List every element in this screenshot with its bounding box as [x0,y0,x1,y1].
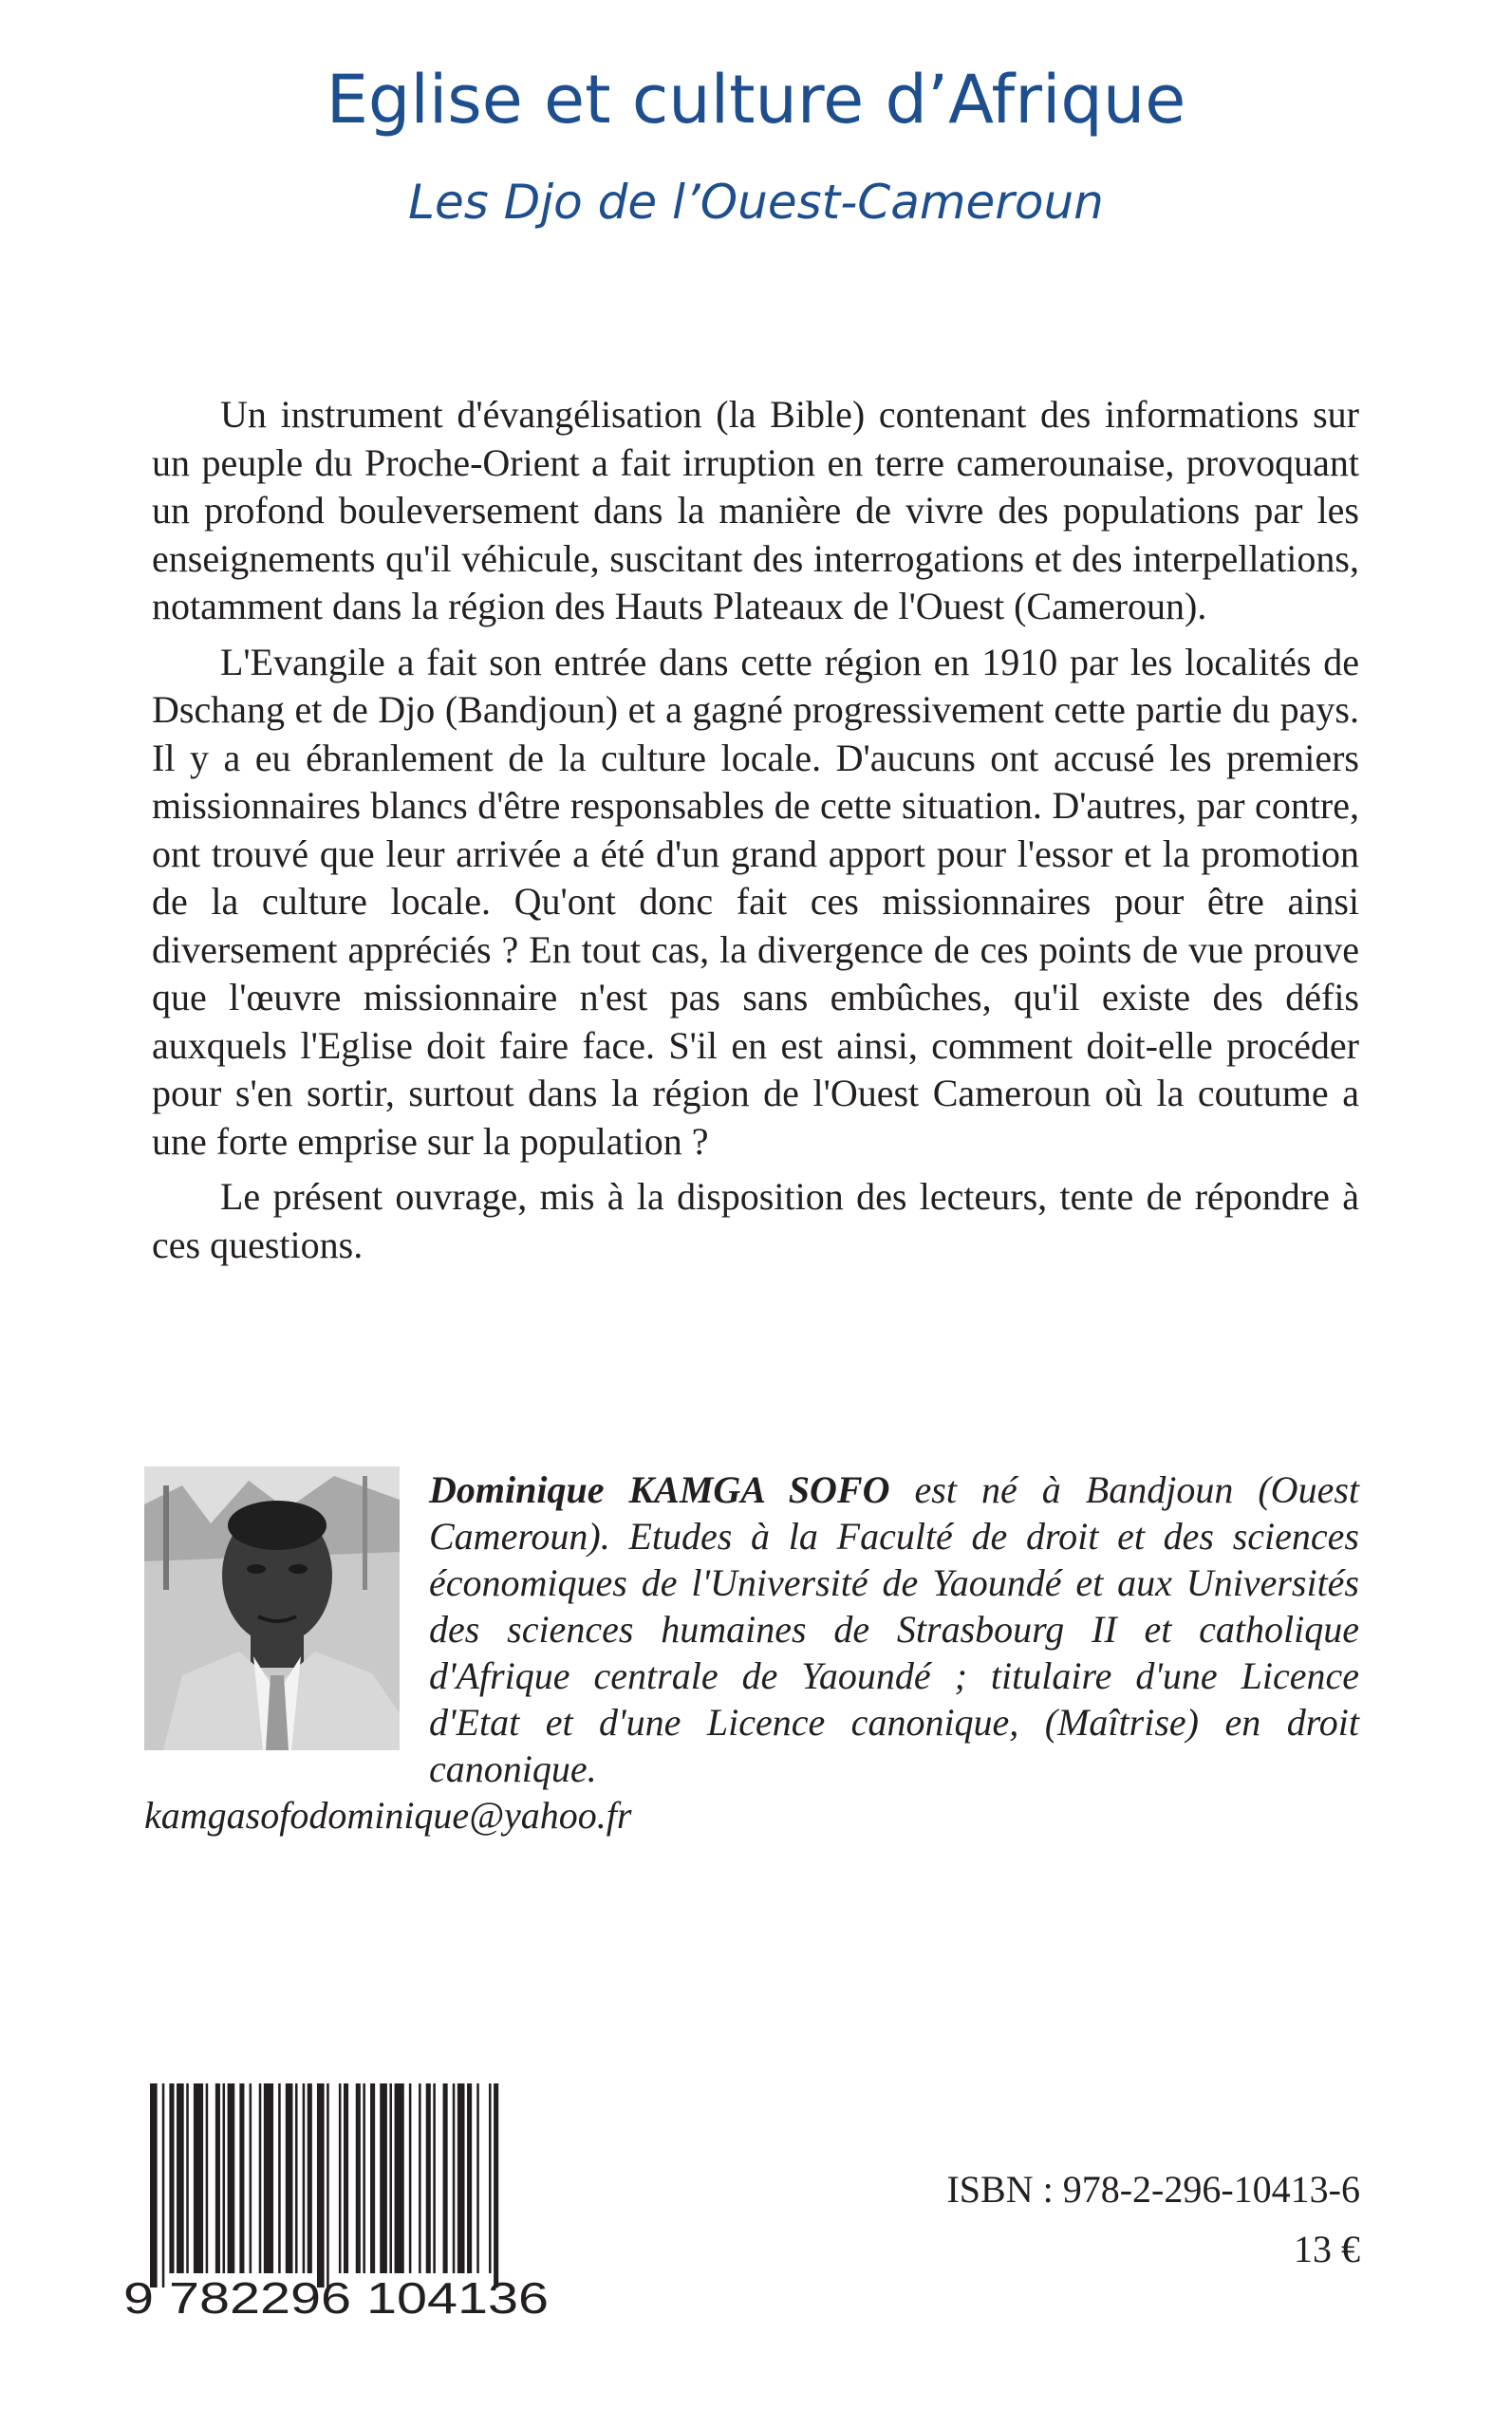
barcode-bar [259,2083,262,2273]
barcode-bar [295,2083,298,2273]
barcode-bar [169,2083,174,2273]
barcode-bar [308,2083,312,2273]
barcode-bar [327,2083,329,2288]
barcode-bar [433,2083,436,2273]
blurb-paragraph: Un instrument d'évangélisation (la Bible) contenant des informations sur un peuple du Proche-Orient a fait irruption en terre camerounaise, provoquant un profond bouleversement dans la manière de vivre des populations par les enseignements qu'il véhicule, suscitant des interrogations et des interpellations, notamment dans la région des Hauts Plateaux de l'Ouest (Cameroun). [152,393,1359,627]
barcode-icon [121,2083,553,2321]
blurb-paragraph: L'Evangile a fait son entrée dans cette région en 1910 par les localités de Dschang et de Djo (Bandjoun) et a gagné progressivement cette partie du pays. Il y a eu ébranlement de la culture locale. D'aucuns ont accusé les premiers missionnaires blancs d'être responsables de cette situation. D'autres, par contre, ont trouvé que leur arrivée a été d'un grand apport pour l'essor et la promotion de la culture locale. Qu'ont donc fait ces missionnaires pour être ainsi diversement appréciés ? En tout cas, la divergence de ces points de vue prouve que l'œuvre missionnaire n'est pas sans embûches, qu'il existe des défis auxquels l'Eglise doit faire face. S'il en est ainsi, comment doit-elle procéder pour s'en sortir, surtout dans la région de l'Ouest Cameroun où la coutume a une forte emprise sur la population ? [152,640,1359,1163]
author-email: kamgasofodominique@yahoo.fr [144,1794,632,1837]
barcode-bar [177,2083,184,2273]
barcode [121,2083,553,2321]
barcode-bar [380,2083,387,2273]
barcode-digits: 9 782296 104136 [123,2273,549,2321]
blurb-paragraph: Le présent ouvrage, mis à la disposition des lecteurs, tente de répondre à ces questions. [152,1175,1359,1266]
barcode-bar [303,2083,306,2273]
barcode-bar [453,2083,456,2273]
barcode-bar [489,2083,492,2273]
barcode-bar [317,2083,325,2288]
barcode-bar [264,2083,273,2273]
barcode-bar [206,2083,209,2273]
barcode-bar [223,2083,226,2273]
barcode-bar [426,2083,431,2273]
price: 13 € [1294,2228,1360,2270]
barcode-bar [339,2083,342,2273]
barcode-bar [494,2083,498,2288]
barcode-bar [286,2083,293,2273]
barcode-bar [370,2083,375,2273]
barcode-bar [443,2083,448,2273]
photo-spacer [144,1466,429,1756]
barcode-bar [250,2083,252,2273]
author-bio-text: est né à Bandjoun (Ouest Cameroun). Etudes à la Faculté de droit et des sciences économiques de l'Université de Yaoundé et aux Universités des sciences humaines de Strasbourg II et catholique d'Afrique centrale de Yaoundé ; titulaire d'une Licence d'Etat et d'une Licence canonique, (Maîtrise) en droit canonique. [429,1468,1360,1790]
author-name: Dominique KAMGA SOFO [429,1468,890,1511]
book-title: Eglise et culture d’Afrique [326,61,1186,139]
barcode-bar [162,2083,165,2288]
barcode-bar [457,2083,465,2273]
barcode-bar [476,2083,479,2273]
barcode-bar [419,2083,421,2273]
barcode-bar [150,2083,158,2288]
book-subtitle: Les Djo de l’Ouest-Cameroun [408,175,1104,230]
barcode-bar [186,2083,189,2273]
barcode-bar [239,2083,244,2273]
barcode-bar [228,2083,235,2273]
author-bio [144,1466,1359,1839]
barcode-bar [356,2083,361,2273]
isbn: ISBN : 978-2-296-10413-6 [946,2168,1360,2211]
barcode-bar [389,2083,392,2273]
barcode-bar [344,2083,348,2273]
barcode-bar [409,2083,412,2273]
back-cover-blurb [152,391,1359,1277]
barcode-bar [278,2083,281,2273]
barcode-bar [215,2083,220,2273]
barcode-bar [467,2083,472,2273]
barcode-bar [395,2083,404,2273]
barcode-bar [194,2083,203,2273]
barcode-bar [363,2083,365,2273]
